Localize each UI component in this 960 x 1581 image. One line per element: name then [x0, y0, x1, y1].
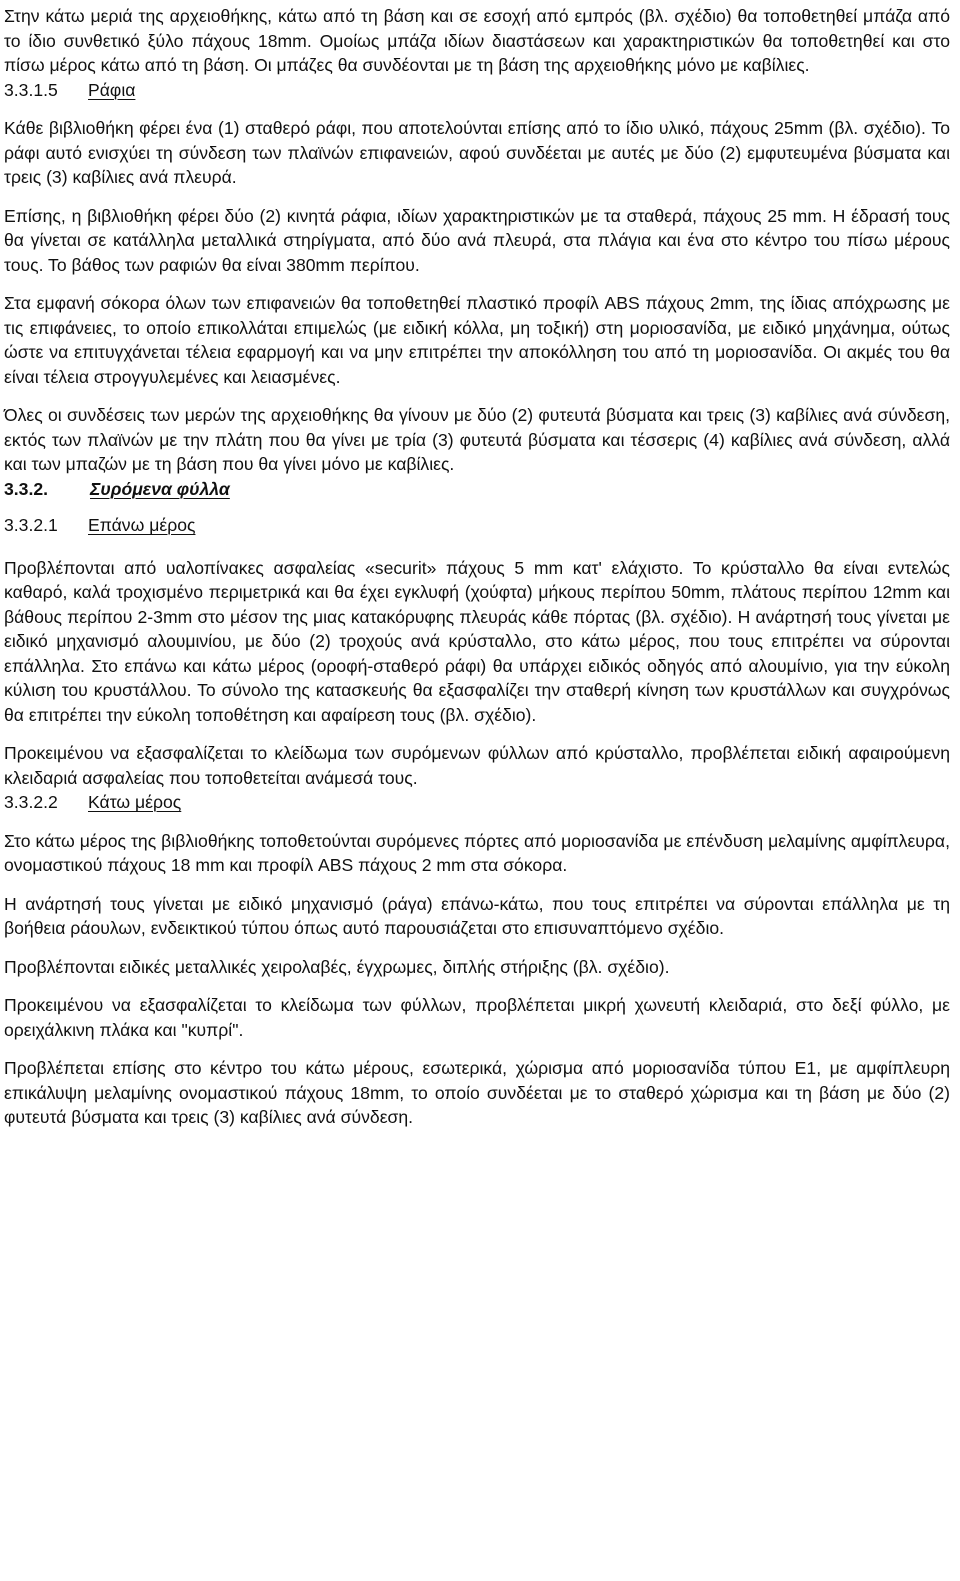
shelves-paragraph-3: Στα εμφανή σόκορα όλων των επιφανειών θα τοποθετηθεί πλαστικό προφίλ ABS πάχους 2mm, της ίδιας απόχρωσης με τις επιφάνειες, το οποίο επικολλάται επιμελώς (με ειδική κόλλα, μη τοξική) στη μοριοσανίδα, με ειδικό μηχάνημα, ούτως ώστε να επιτυγχάνεται τέλεια εφαρμογή και να μην επιτρέπει την αποκόλληση του από τη μοριοσανίδα. Οι ακμές του θα είναι τέλεια στρογγυλεμένες και λειασμένες.	[4, 293, 950, 387]
bottom-part-paragraph-3: Προβλέπονται ειδικές μεταλλικές χειρολαβές, έγχρωμες, διπλής στήριξης (βλ. σχέδιο).	[4, 956, 670, 977]
section-number: 3.3.2.2	[4, 792, 58, 812]
bottom-part-paragraph-2: Η ανάρτησή τους γίνεται με ειδικό μηχανισμό (ράγα) επάνω-κάτω, που τους επιτρέπει να σύρονται επάλληλα με τη βοήθεια ράουλων, ενδεικτικού τύπου όπως αυτό παρουσιάζεται στο επισυναπτόμενο σχέδιο.	[4, 893, 950, 938]
section-number: 3.3.2.1	[4, 515, 58, 535]
section-heading-3-3-2-1	[4, 513, 950, 538]
section-title: Συρόμενα φύλλα	[90, 478, 230, 499]
intro-paragraph: Στην κάτω μεριά της αρχειοθήκης, κάτω από τη βάση και σε εσοχή από εμπρός (βλ. σχέδιο) θα τοποθετηθεί μπάζα από το ίδιο συνθετικό ξύλο πάχους 18mm. Ομοίως μπάζα ιδίων διαστάσεων και χαρακτηριστικών θα τοποθετηθεί και στο πίσω μέρος κάτω από τη βάση. Οι μπάζες θα συνδέονται με τη βάση της αρχειοθήκης μόνο με καβίλιες.	[4, 6, 950, 75]
top-part-paragraph-1: Προβλέπονται από υαλοπίνακες ασφαλείας «securit» πάχους 5 mm κατ' ελάχιστο. Το κρύσταλλο θα είναι εντελώς καθαρό, καλά τροχισμένο περιμετρικά και θα έχει εγκλυφή (χούφτα) μήκους περίπου 50mm, πλάτους περίπου 12mm και βάθους περίπου 2-3mm στο μέσον της μιας κατακόρυφης πλευράς κάθε πόρτας (βλ. σχέδιο). Η ανάρτησή τους γίνεται με ειδικό μηχανισμό αλουμινίου, με δύο (2) τροχούς ανά κρύσταλλο, στο κάτω μέρος, που τους επιτρέπει να σύρονται επάλληλα. Στο επάνω και κάτω μέρος (οροφή-σταθερό ράφι) θα υπάρχει ειδικός οδηγός από αλουμίνιο, για την εύκολη κύλιση του κρυστάλλου. Το σύνολο της κατασκευής θα εξασφαλίζει την σταθερή κίνηση των κρυστάλλων και συγχρόνως θα επιτρέπει την εύκολη τοποθέτηση και αφαίρεση τους (βλ. σχέδιο).	[4, 557, 950, 725]
shelves-paragraph-1: Κάθε βιβλιοθήκη φέρει ένα (1) σταθερό ράφι, που αποτελούνται επίσης από το ίδιο υλικό, πάχους 25mm (βλ. σχέδιο). Το ράφι αυτό ενισχύει τη σύνδεση των πλαϊνών επιφανειών, αφού συνδέεται με αυτές με δύο (2) εμφυτευμένα βύσματα και τρεις (3) καβίλιες ανά πλευρά.	[4, 118, 950, 187]
document-page	[4, 4, 950, 1130]
bottom-part-paragraph-5: Προβλέπεται επίσης στο κέντρο του κάτω μέρους, εσωτερικά, χώρισμα από μοριοσανίδα τύπου Ε1, με αμφίπλευρη επικάλυψη μελαμίνης ονομαστικού πάχους 18mm, το οποίο συνδέεται με το σταθερό χώρισμα και τη βάση με δύο (2) φυτευτά βύσματα και τρεις (3) καβίλιες ανά σύνδεση.	[4, 1058, 950, 1127]
bottom-part-paragraph-1: Στο κάτω μέρος της βιβλιοθήκης τοποθετούνται συρόμενες πόρτες από μοριοσανίδα με επένδυση μελαμίνης αμφίπλευρα, ονομαστικού πάχους 18 mm και προφίλ ABS πάχους 2 mm στα σόκορα.	[4, 830, 950, 875]
section-heading-3-3-2	[4, 477, 950, 502]
bottom-part-paragraph-4: Προκειμένου να εξασφαλίζεται το κλείδωμα των φύλλων, προβλέπεται μικρή χωνευτή κλειδαριά, στο δεξί φύλλο, με ορειχάλκινη πλάκα και "κυπρί".	[4, 995, 950, 1040]
shelves-paragraph-4: Όλες οι συνδέσεις των μερών της αρχειοθήκης θα γίνουν με δύο (2) φυτευτά βύσματα και τρεις (3) καβίλιες ανά σύνδεση, εκτός των πλαϊνών με την πλάτη που θα γίνει με τρία (3) φυτευτά βύσματα και τέσσερις (4) καβίλιες ανά σύνδεση, αλλά και των μπαζών με τη βάση που θα γίνει μόνο με καβίλιες.	[4, 405, 950, 474]
section-heading-3-3-2-2	[4, 790, 950, 815]
section-number: 3.3.2.	[4, 478, 49, 499]
shelves-paragraph-2: Επίσης, η βιβλιοθήκη φέρει δύο (2) κινητά ράφια, ιδίων χαρακτηριστικών με τα σταθερά, πάχους 25 mm. Η έδρασή τους θα γίνεται σε κατάλληλα μεταλλικά στηρίγματα, από δύο ανά πλευρά, στα πλάγια και ένα στο κέντρο του πίσω μέρους τους. Το βάθος των ραφιών θα είναι 380mm περίπου.	[4, 205, 950, 275]
section-title: Επάνω μέρος	[88, 515, 196, 535]
section-number: 3.3.1.5	[4, 79, 58, 100]
top-part-paragraph-2: Προκειμένου να εξασφαλίζεται το κλείδωμα των συρόμενων φύλλων από κρύσταλλο, προβλέπεται ειδική αφαιρούμενη κλειδαριά ασφαλείας που τοποθετείται ανάμεσά τους.	[4, 743, 950, 788]
section-heading-3-3-1-5	[4, 78, 950, 103]
section-title: Ράφια	[88, 79, 136, 100]
section-title: Κάτω μέρος	[88, 792, 182, 812]
